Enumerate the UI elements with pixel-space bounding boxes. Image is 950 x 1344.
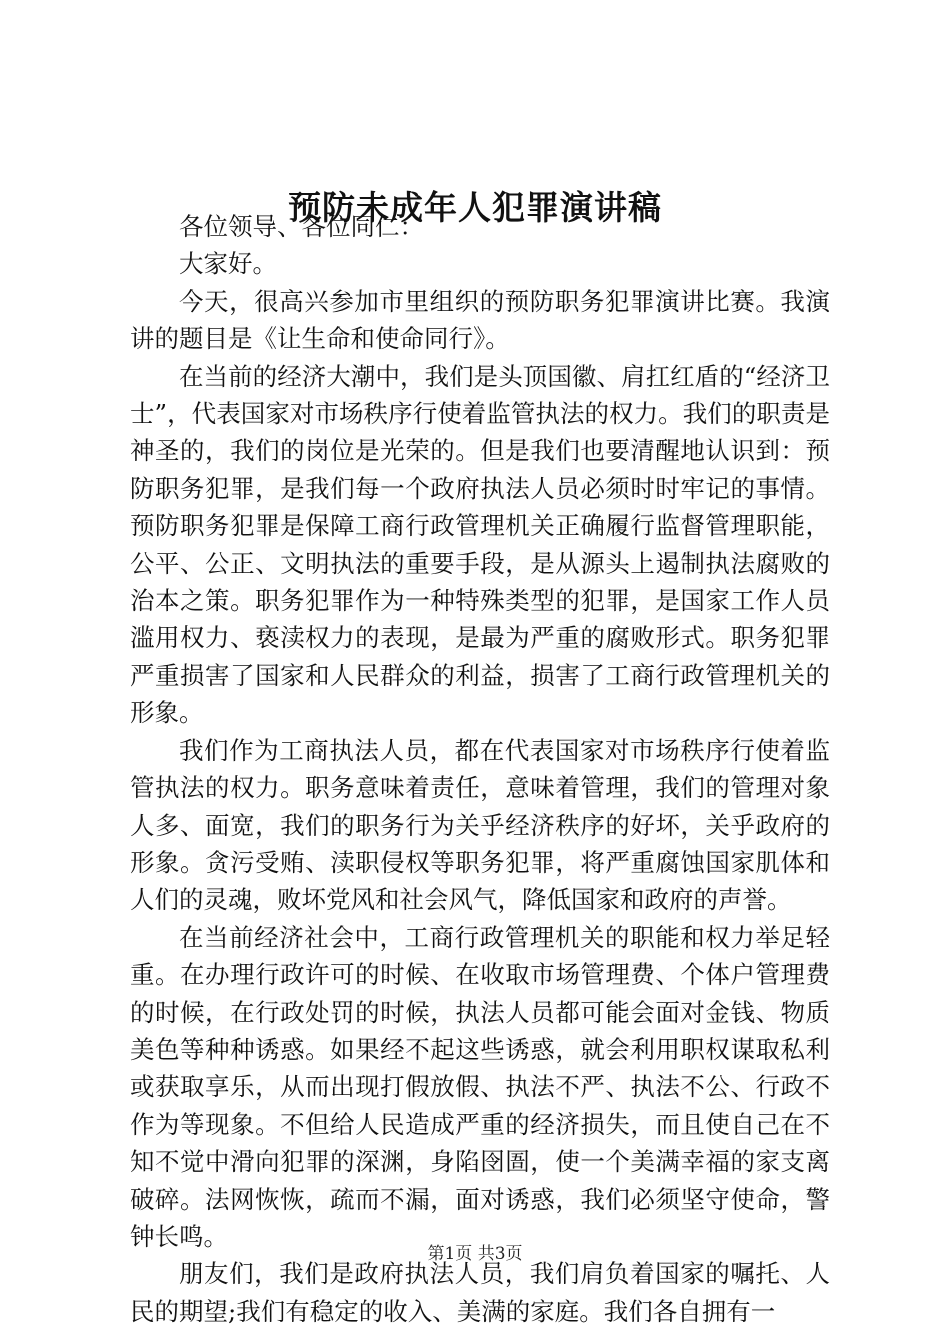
body-paragraph: 在当前经济社会中，工商行政管理机关的职能和权力举足轻重。在办理行政许可的时候、在收取市场管理费、个体户管理费的时候，在行政处罚的时候，执法人员都可能会面对金钱、物质美色等种种诱惑。如果经不起这些诱惑，就会利用职权谋取私利或获取享乐，从而出现打假放假、执法不严、执法不公、行政不作为等现象。不但给人民造成严重的经济损失，而且使自己在不知不觉中滑向犯罪的深渊，身陷囹圄，使一个美满幸福的家支离破碎。法网恢恢，疏而不漏，面对诱惑，我们必须坚守使命，警钟长鸣。 xyxy=(130,922,830,1251)
page-number-footer: 第1页 共3页 xyxy=(427,1244,523,1264)
body-paragraph: 今天，很高兴参加市里组织的预防职务犯罪演讲比赛。我演讲的题目是《让生命和使命同行》。 xyxy=(130,286,830,354)
body-paragraph: 在当前的经济大潮中，我们是头顶国徽、肩扛红盾的“经济卫士”，代表国家对市场秩序行使着监管执法的权力。我们的职责是神圣的，我们的岗位是光荣的。但是我们也要清醒地认识到：预防职务犯罪，是我们每一个政府执法人员必须时时牢记的事情。预防职务犯罪是保障工商行政管理机关正确履行监督管理职能，公平、公正、文明执法的重要手段，是从源头上遏制执法腐败的治本之策。职务犯罪作为一种特殊类型的犯罪，是国家工作人员滥用权力、亵渎权力的表现，是最为严重的腐败形式。职务犯罪严重损害了国家和人民群众的利益，损害了工商行政管理机关的形象。 xyxy=(130,361,830,728)
salutation: 各位领导、各位同仁： xyxy=(179,212,424,241)
document-title: 预防未成年人犯罪演讲稿 xyxy=(288,188,662,227)
body-paragraph: 朋友们，我们是政府执法人员，我们肩负着国家的嘱托、人民的期望;我们有稳定的收入、美满的家庭。我们各自拥有一 xyxy=(130,1259,830,1326)
document-body xyxy=(130,208,830,1330)
body-paragraph: 我们作为工商执法人员，都在代表国家对市场秩序行使着监管执法的权力。职务意味着责任，意味着管理，我们的管理对象人多、面宽，我们的职务行为关乎经济秩序的好坏，关乎政府的形象。贪污受贿、渎职侵权等职务犯罪，将严重腐蚀国家肌体和人们的灵魂，败坏党风和社会风气，降低国家和政府的声誉。 xyxy=(130,735,830,915)
greeting: 大家好。 xyxy=(179,249,277,279)
